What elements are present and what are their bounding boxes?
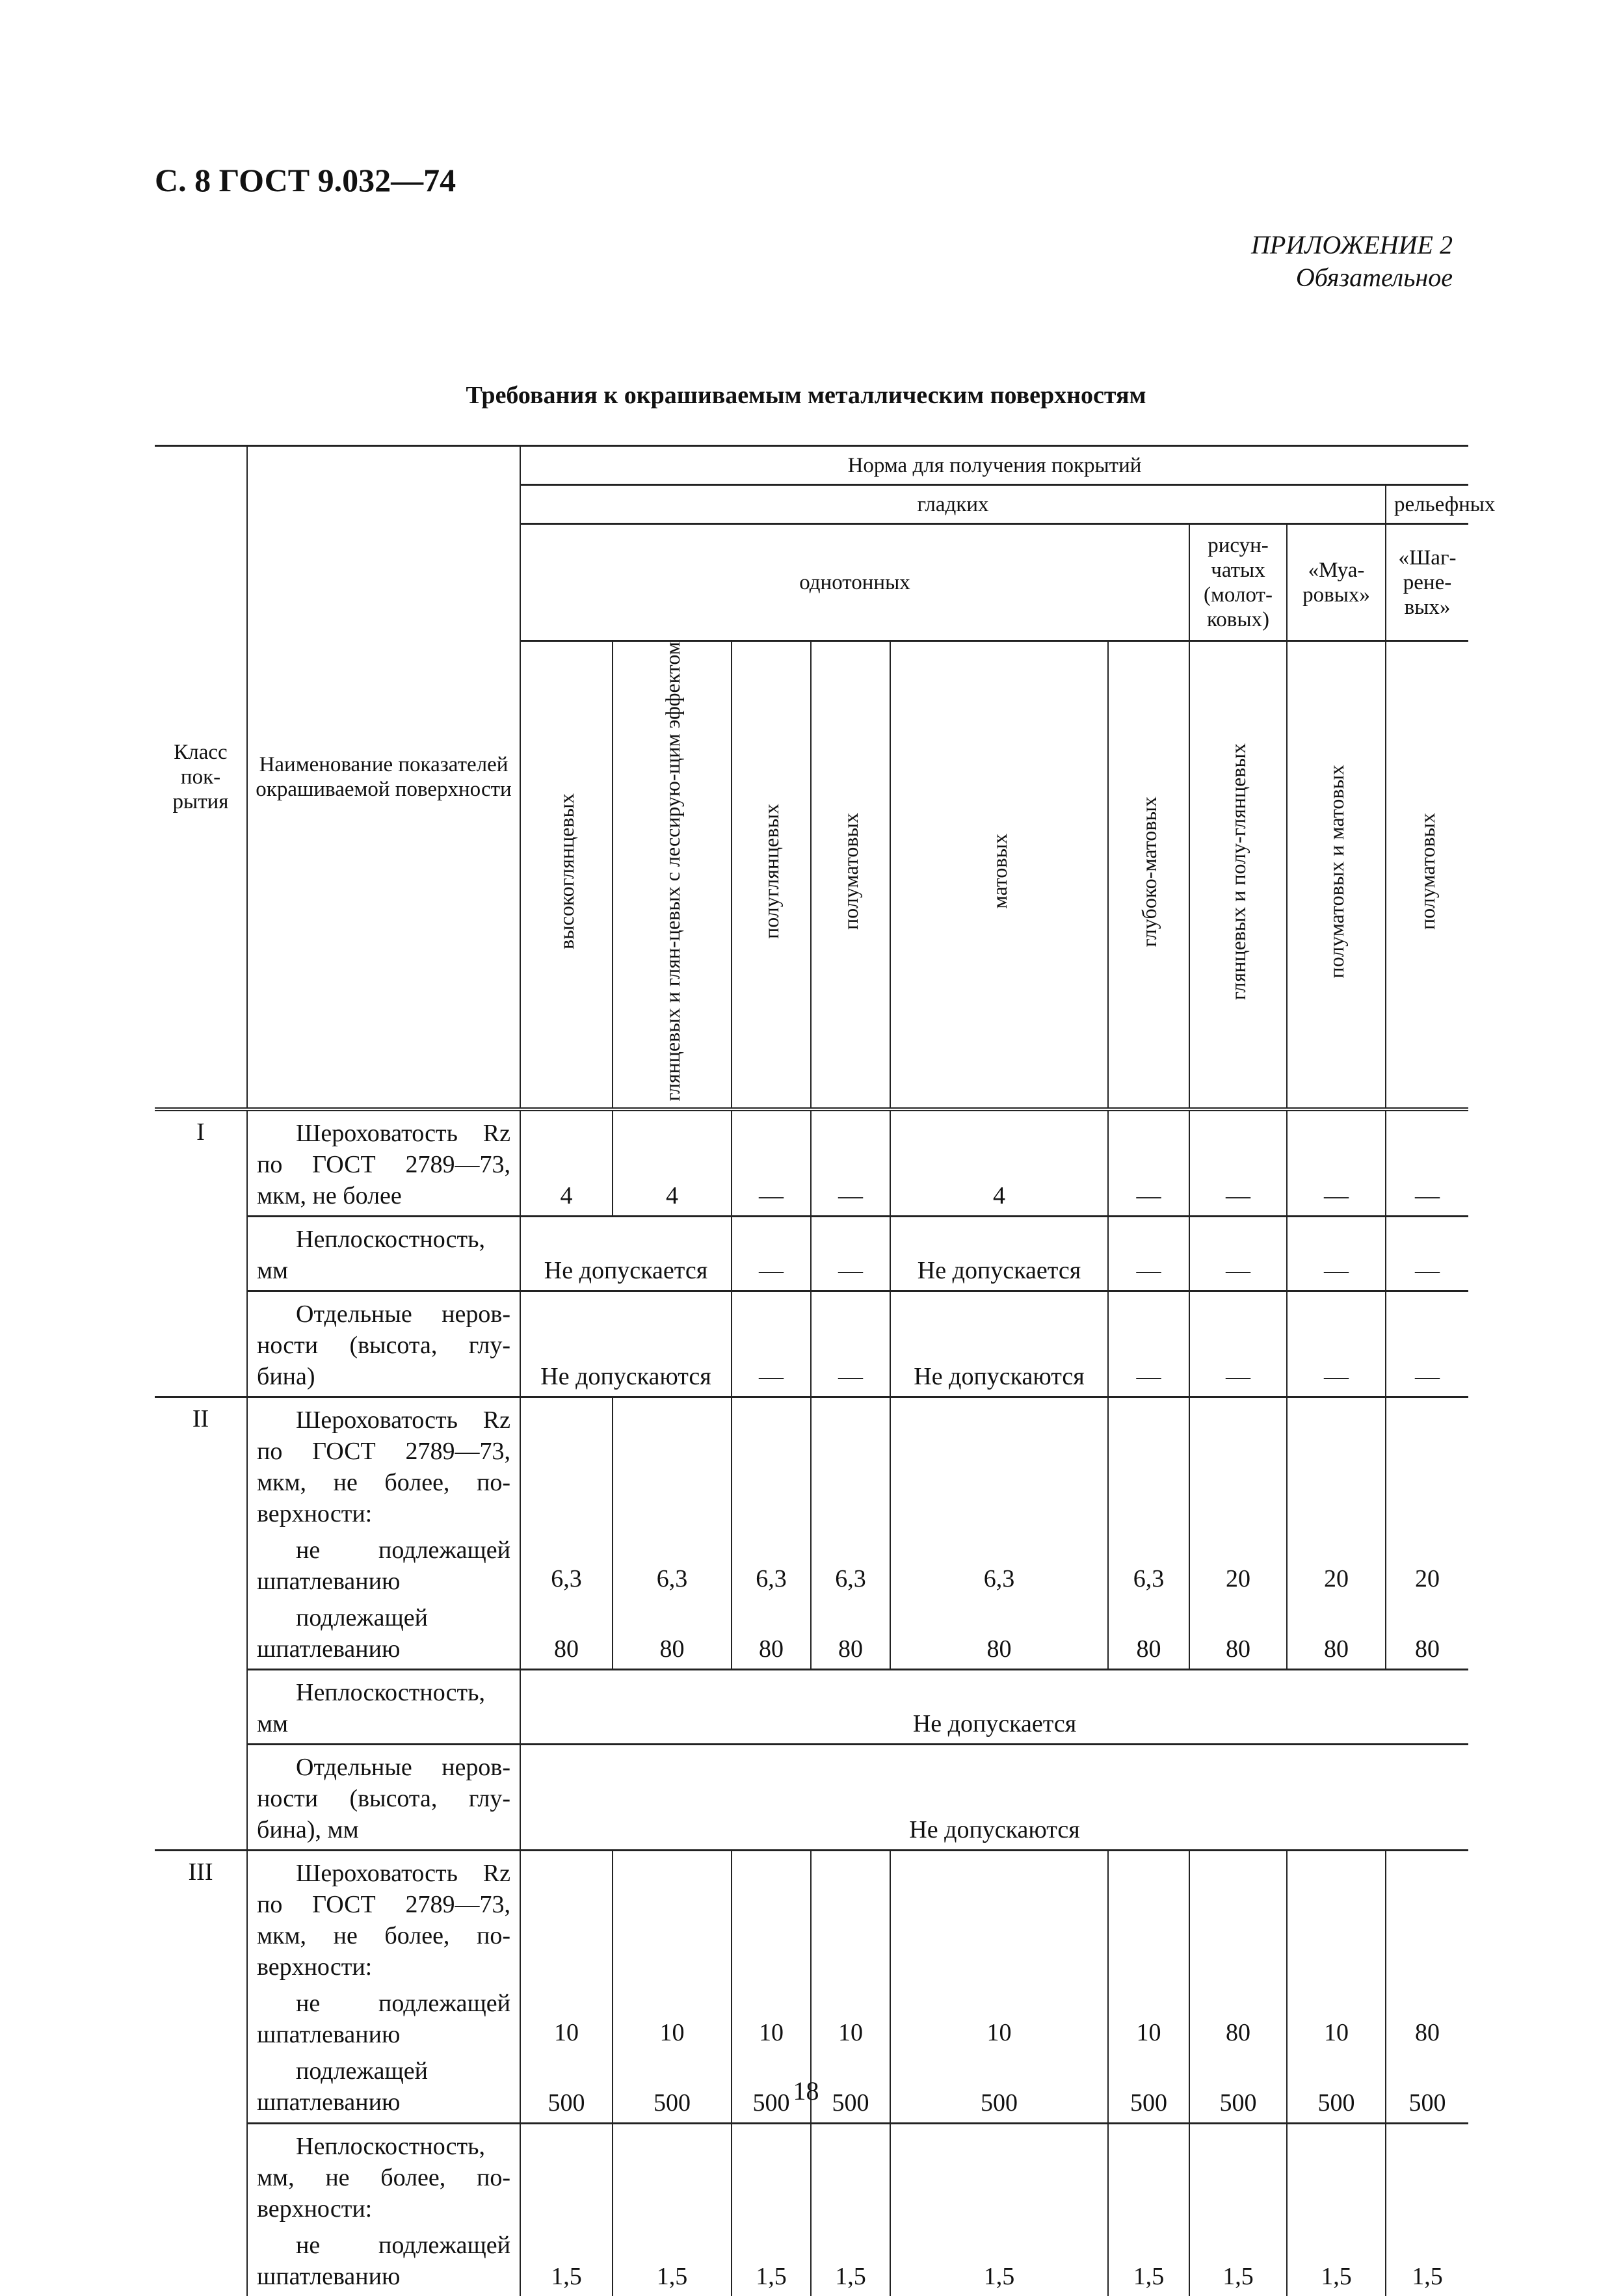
value: 500 — [832, 2089, 869, 2117]
value: 20 — [1324, 1564, 1349, 1592]
row-label — [247, 1397, 520, 1669]
value: 500 — [981, 2089, 1018, 2117]
value: 10 — [838, 2018, 863, 2046]
table-cell: — — [732, 1291, 811, 1397]
value: 80 — [986, 1635, 1012, 1663]
row-label: Отдельные неров-ности (высота, глу-бина), мм — [247, 1744, 520, 1850]
row-sublabel: не подлежащей шпатлеванию — [257, 1989, 510, 2048]
table-cell: 1,5 — [732, 2123, 811, 2296]
value: 500 — [1408, 2089, 1446, 2117]
table-cell: — — [811, 1216, 890, 1291]
table-cell: — — [1108, 1216, 1189, 1291]
page-number: 18 — [793, 2076, 819, 2105]
table-cell: Не допускаются — [890, 1291, 1108, 1397]
value: 500 — [548, 2089, 585, 2117]
value: 80 — [838, 1635, 863, 1663]
row-label: Шероховатость Rz по ГОСТ 2789—73, мкм, не более — [247, 1109, 520, 1217]
value: 80 — [1324, 1635, 1349, 1663]
value: 10 — [1324, 2018, 1349, 2046]
value: 500 — [1130, 2089, 1167, 2117]
value: 80 — [659, 1635, 685, 1663]
table-cell: 1,5 — [1108, 2123, 1189, 2296]
value: 80 — [759, 1635, 784, 1663]
appendix-label — [1251, 229, 1453, 294]
table-cell: Не допускается — [890, 1216, 1108, 1291]
value: 6,3 — [656, 1564, 688, 1592]
table-title: Требования к окрашиваемым металлическим поверхностям — [466, 382, 1146, 409]
row-sublabel: подлежащей шпатлеванию — [257, 1603, 428, 1663]
table-cell: 4 — [613, 1109, 732, 1217]
row-sublabel: подлежащей шпатлеванию — [257, 2057, 428, 2116]
row-sublabel: не подлежащей шпатлеванию — [257, 1536, 510, 1595]
value: 10 — [1136, 2018, 1161, 2046]
row-label: Неплоскостность, мм — [247, 1216, 520, 1291]
row-label-main: Шероховатость Rz по ГОСТ 2789—73, мкм, не более, по-верхности: — [257, 1406, 510, 1527]
value: 80 — [1136, 1635, 1161, 1663]
row-label: Неплоскостность, мм — [247, 1669, 520, 1744]
table-cell: 1,5 — [890, 2123, 1108, 2296]
table-cell — [890, 1397, 1108, 1669]
value: 10 — [986, 2018, 1012, 2046]
table-cell: 1,5 — [1189, 2123, 1287, 2296]
table-cell: — — [1189, 1291, 1287, 1397]
value: 6,3 — [756, 1564, 787, 1592]
value: 80 — [1415, 1635, 1440, 1663]
table-cell: — — [1287, 1109, 1386, 1217]
class-label: III — [188, 1858, 213, 1886]
subcolumn-header: глубоко-матовых — [1137, 796, 1161, 947]
row-label-main: Неплоскостность, мм, не более, по-верхности: — [257, 2132, 510, 2223]
norm-header: Норма для получения покрытий — [520, 446, 1468, 485]
subcolumn-header: полуматовых и матовых — [1325, 764, 1348, 979]
table-cell: — — [732, 1216, 811, 1291]
value: 10 — [659, 2018, 685, 2046]
appendix-status: Обязательное — [1295, 263, 1453, 292]
value: 80 — [1226, 2018, 1250, 2046]
value: 500 — [1317, 2089, 1355, 2117]
table-cell: — — [1108, 1109, 1189, 1217]
table-cell: — — [1287, 1291, 1386, 1397]
table-cell: — — [1189, 1109, 1287, 1217]
value: 500 — [1219, 2089, 1257, 2117]
value: 500 — [752, 2089, 790, 2117]
page-header: С. 8 ГОСТ 9.032—74 — [155, 162, 456, 198]
value: 80 — [1226, 1635, 1250, 1663]
table-cell: Не допускается — [520, 1669, 1468, 1744]
class-label: I — [155, 1109, 247, 1397]
subcolumn-header: полуглянцевых — [760, 804, 783, 940]
table-cell — [811, 1397, 890, 1669]
value: 80 — [1415, 2018, 1440, 2046]
requirements-table — [155, 445, 1496, 2296]
table-cell — [1386, 1397, 1468, 1669]
value: 10 — [554, 2018, 579, 2046]
value: 6,3 — [1133, 1564, 1165, 1592]
plain-header: однотонных — [520, 524, 1189, 641]
subcolumn-header: матовых — [987, 834, 1011, 910]
table-cell: 1,5 — [520, 2123, 613, 2296]
patterned-header: рисун-чатых (молот-ковых) — [1189, 524, 1287, 641]
value: 6,3 — [983, 1564, 1015, 1592]
table-cell: — — [1108, 1291, 1189, 1397]
table-cell — [1189, 1397, 1287, 1669]
table-cell: 1,5 — [1386, 2123, 1468, 2296]
table-cell: — — [1287, 1216, 1386, 1291]
table-cell: 1,5 — [1287, 2123, 1386, 2296]
table-cell: 1,5 — [613, 2123, 732, 2296]
name-header: Наименование показателей окрашиваемой поверхности — [247, 446, 520, 1109]
table-cell — [732, 1397, 811, 1669]
class-label: II — [155, 1397, 247, 1850]
table-cell: 4 — [520, 1109, 613, 1217]
table-cell: Не допускается — [520, 1216, 732, 1291]
table-cell: — — [1386, 1216, 1468, 1291]
row-label — [247, 2123, 520, 2296]
table-cell — [1287, 1397, 1386, 1669]
table-cell: — — [732, 1109, 811, 1217]
table-cell — [1108, 1397, 1189, 1669]
value: 6,3 — [835, 1564, 866, 1592]
value: 500 — [654, 2089, 691, 2117]
moire-header: «Муа-ровых» — [1287, 524, 1386, 641]
table-cell: — — [1189, 1216, 1287, 1291]
subcolumn-header: глянцевых и глян-цевых с лессирую-щим эффектом — [660, 642, 684, 1102]
table-cell: — — [1386, 1109, 1468, 1217]
value: 20 — [1415, 1564, 1440, 1592]
value: 10 — [759, 2018, 784, 2046]
row-label-main: Шероховатость Rz по ГОСТ 2789—73, мкм, не более, по-верхности: — [257, 1859, 510, 1981]
subcolumn-header: высокоглянцевых — [555, 793, 578, 950]
value: 80 — [554, 1635, 579, 1663]
table-cell: — — [811, 1109, 890, 1217]
class-header: Класс пок-рытия — [155, 446, 247, 1109]
relief-header: рельефных — [1386, 485, 1468, 524]
table-cell: 1,5 — [811, 2123, 890, 2296]
shagreen-header: «Шаг-рене-вых» — [1386, 524, 1468, 641]
value: 20 — [1226, 1564, 1250, 1592]
row-sublabel: не подлежащей шпатлеванию — [257, 2231, 510, 2290]
table-cell: — — [811, 1291, 890, 1397]
table-cell — [520, 1397, 613, 1669]
table-cell: Не допускаются — [520, 1291, 732, 1397]
table-cell: 4 — [890, 1109, 1108, 1217]
table-cell: Не допускаются — [520, 1744, 1468, 1850]
subcolumn-header: полуматовых — [839, 813, 862, 930]
table-cell — [613, 1397, 732, 1669]
subcolumn-header: полуматовых — [1416, 813, 1439, 930]
row-label: Отдельные неров-ности (высота, глу-бина) — [247, 1291, 520, 1397]
subcolumn-header: глянцевых и полу-глянцевых — [1226, 743, 1250, 1000]
table-cell: — — [1386, 1291, 1468, 1397]
smooth-header: гладких — [520, 485, 1386, 524]
value: 6,3 — [551, 1564, 582, 1592]
appendix-title: ПРИЛОЖЕНИЕ 2 — [1251, 230, 1453, 259]
